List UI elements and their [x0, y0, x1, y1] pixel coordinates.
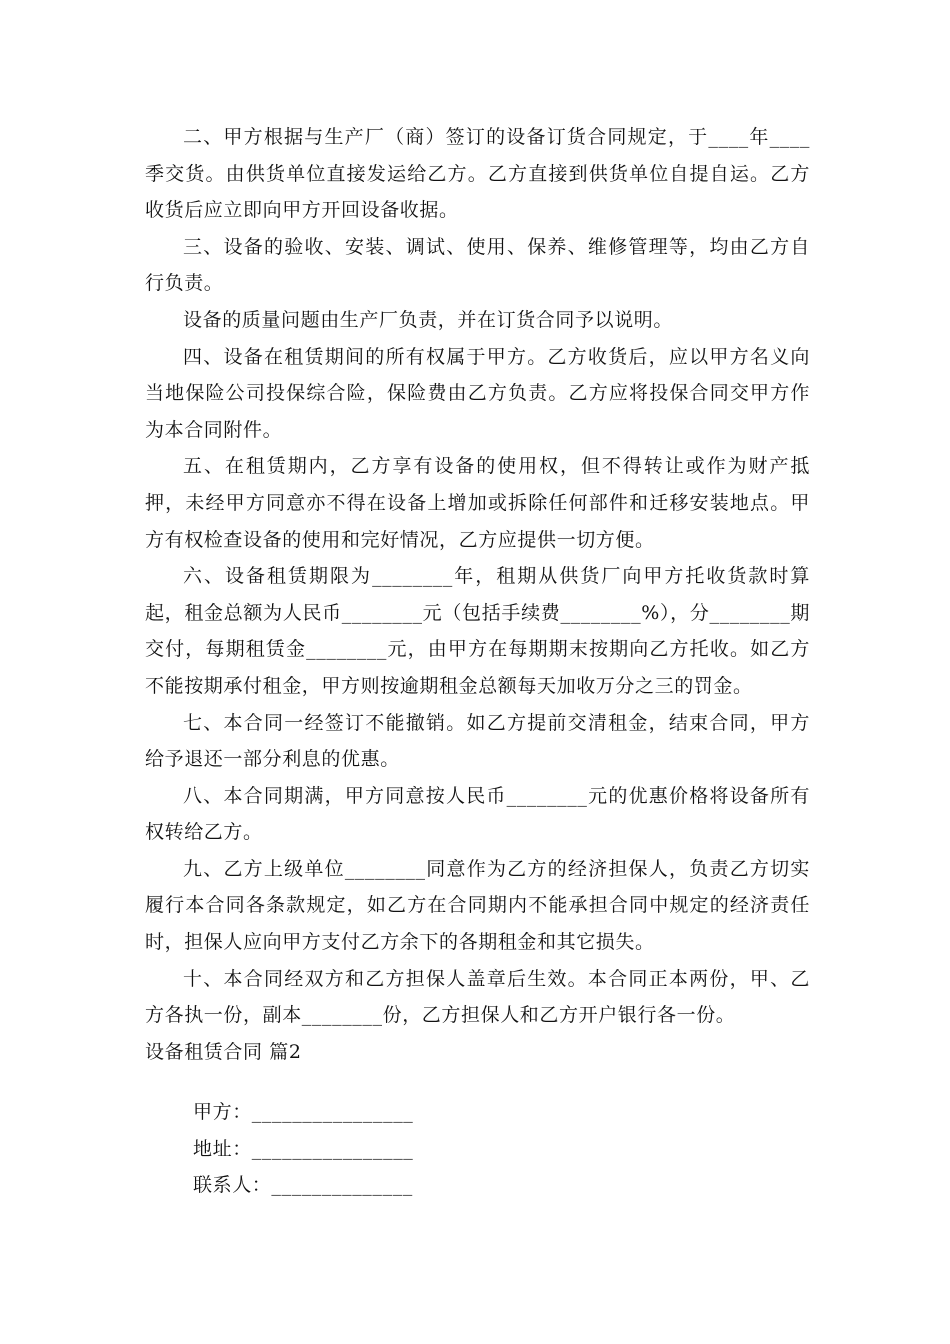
clause-7-paragraph: 七、本合同一经签订不能撤销。如乙方提前交清租金，结束合同，甲方给予退还一部分利息的优惠。 — [145, 711, 810, 771]
clause-2-paragraph: 二、甲方根据与生产厂（商）签订的设备订货合同规定，于____年____季交货。由供货单位直接发运给乙方。乙方直接到供货单位自提自运。乙方收货后应立即向甲方开回设备收据。 — [145, 126, 810, 222]
clause-5-paragraph: 五、在租赁期内，乙方享有设备的使用权，但不得转让或作为财产抵押，未经甲方同意亦不得在设备上增加或拆除任何部件和迁移安装地点。甲方有权检查设备的使用和完好情况，乙方应提供一切方便。 — [145, 455, 810, 551]
clause-9-paragraph: 九、乙方上级单位________同意作为乙方的经济担保人，负责乙方切实履行本合同各条款规定，如乙方在合同期内不能承担合同中规定的经济责任时，担保人应向甲方支付乙方余下的各期租金和其它损失。 — [145, 857, 810, 954]
clause-8-paragraph: 八、本合同期满，甲方同意按人民币________元的优惠价格将设备所有权转给乙方。 — [145, 784, 810, 844]
party-info-block — [193, 1094, 413, 1204]
contact-line: 联系人：______________ — [193, 1174, 413, 1197]
quality-note-paragraph: 设备的质量问题由生产厂负责，并在订货合同予以说明。 — [183, 308, 674, 331]
clause-10-paragraph: 十、本合同经双方和乙方担保人盖章后生效。本合同正本两份，甲、乙方各执一份，副本________份，乙方担保人和乙方开户银行各一份。 — [145, 967, 810, 1027]
contract-body — [145, 119, 810, 1070]
clause-3-paragraph: 三、设备的验收、安装、调试、使用、保养、维修管理等，均由乙方自行负责。 — [145, 235, 810, 295]
party-a-line: 甲方：________________ — [193, 1101, 414, 1123]
clause-6-paragraph: 六、设备租赁期限为________年，租期从供货厂向甲方托收货款时算起，租金总额为人民币________元（包括手续费________%），分________期交付，每期租赁金________元，由甲方在每期期末按期向乙方托收。如乙方不能按期承付租金，甲方则按逾期租金总额每天加收万分之三的罚金。 — [145, 565, 810, 697]
address-line: 地址：________________ — [193, 1137, 414, 1160]
section-heading: 设备租赁合同 篇2 — [145, 1040, 302, 1063]
clause-4-paragraph: 四、设备在租赁期间的所有权属于甲方。乙方收货后，应以甲方名义向当地保险公司投保综合险，保险费由乙方负责。乙方应将投保合同交甲方作为本合同附件。 — [145, 345, 810, 441]
